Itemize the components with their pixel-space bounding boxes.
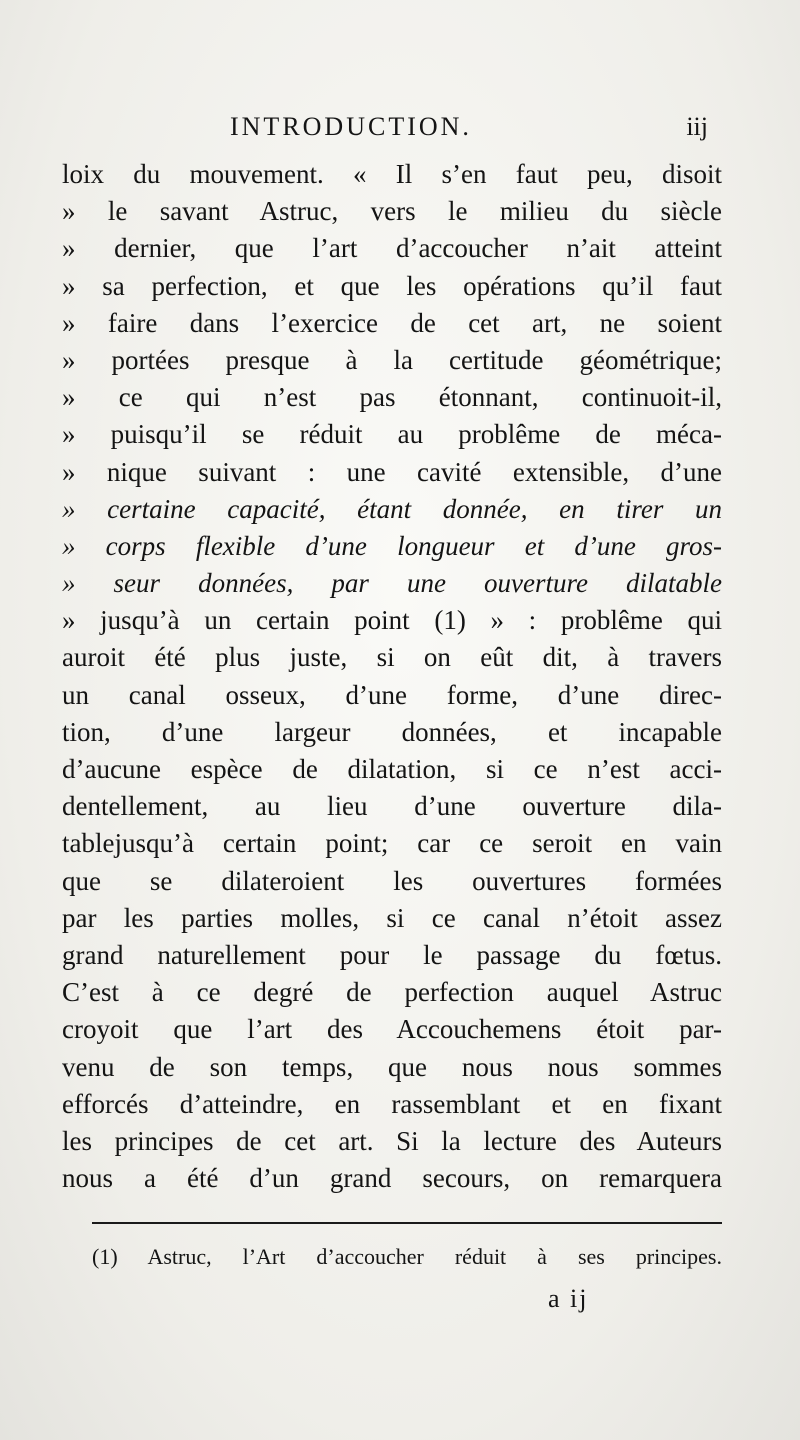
text-line: grand naturellement pour le passage du fœtus.: [62, 939, 722, 970]
text-line: dentellement, au lieu d’une ouverture dila-: [62, 791, 722, 822]
text-line: croyoit que l’art des Accouchemens étoit par-: [62, 1014, 722, 1045]
running-title: INTRODUCTION.: [230, 112, 472, 141]
text-line: efforcés d’atteindre, en rassemblant et en fixant: [62, 1088, 722, 1119]
text-line: auroit été plus juste, si on eût dit, à travers: [62, 642, 722, 673]
text-line: nous a été d’un grand secours, on remarquera: [62, 1163, 722, 1194]
text-line-italic: » certaine capacité, étant donnée, en tirer un: [62, 493, 722, 524]
text-line: » jusqu’à un certain point (1) » : problême qui: [62, 605, 722, 636]
text-line: » le savant Astruc, vers le milieu du siècle: [62, 196, 722, 227]
footnote: (1) Astruc, l’Art d’accoucher réduit à ses principes.: [92, 1244, 722, 1269]
text-line: venu de son temps, que nous nous sommes: [62, 1051, 722, 1082]
text-line: » dernier, que l’art d’accoucher n’ait atteint: [62, 233, 722, 264]
signature-mark: a ij: [548, 1284, 589, 1313]
body-text: [62, 156, 722, 1197]
text-line: tablejusqu’à certain point; car ce seroit en vain: [62, 828, 722, 859]
text-line-italic: » corps flexible d’une longueur et d’une gros-: [62, 530, 722, 561]
text-line: » faire dans l’exercice de cet art, ne soient: [62, 307, 722, 338]
text-line-italic: » seur données, par une ouverture dilatable: [62, 568, 722, 599]
text-line: » sa perfection, et que les opérations qu’il faut: [62, 270, 722, 301]
text-line: » nique suivant : une cavité extensible, d’une: [62, 456, 722, 487]
text-line: d’aucune espèce de dilatation, si ce n’est acci-: [62, 754, 722, 784]
text-line: un canal osseux, d’une forme, d’une direc-: [62, 679, 722, 710]
text-line: les principes de cet art. Si la lecture des Auteurs: [62, 1125, 722, 1156]
page-header: [60, 112, 720, 152]
text-line: tion, d’une largeur données, et incapable: [62, 716, 722, 747]
text-line: » ce qui n’est pas étonnant, continuoit-il,: [62, 382, 722, 413]
text-line: loix du mouvement. « Il s’en faut peu, disoit: [62, 159, 722, 189]
text-line: par les parties molles, si ce canal n’étoit assez: [62, 902, 722, 933]
text-line: C’est à ce degré de perfection auquel Astruc: [62, 977, 722, 1008]
footnote-rule: [92, 1222, 722, 1224]
page-number: iij: [686, 112, 708, 141]
text-line: que se dilateroient les ouvertures formées: [62, 865, 722, 896]
text-line: » puisqu’il se réduit au problême de méca-: [62, 419, 722, 450]
text-line: » portées presque à la certitude géométrique;: [62, 344, 722, 375]
